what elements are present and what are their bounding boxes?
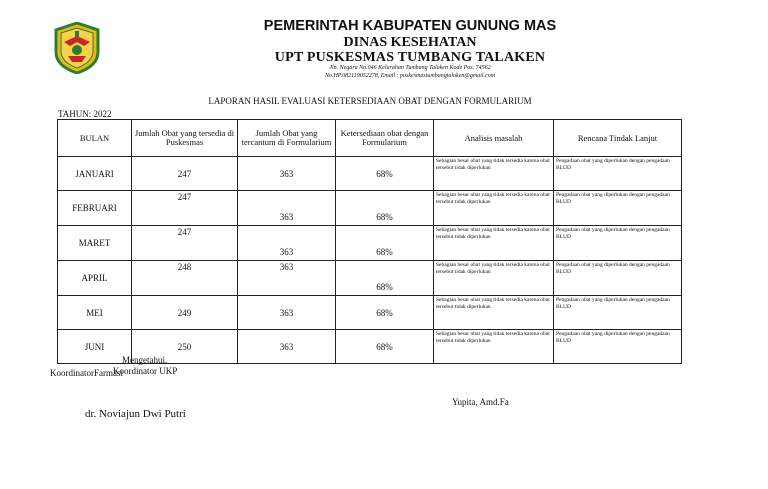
evaluation-table <box>57 119 682 364</box>
cell-bulan: JUNI <box>58 330 132 364</box>
cell-tersedia: 248 <box>132 261 238 296</box>
header-department: DINAS KESEHATAN <box>343 35 477 50</box>
year-label: TAHUN: 2022 <box>58 109 112 119</box>
cell-formularium: 363 <box>238 330 336 364</box>
cell-tersedia: 247 <box>132 226 238 261</box>
cell-bulan: APRIL <box>58 261 132 296</box>
cell-rencana: Pengadaan obat yang diperlukan dengan pengadaan BLUD <box>554 261 682 296</box>
cell-persen: 68% <box>336 330 434 364</box>
koordinator-ukp-label: Koordinator UKP <box>113 366 178 376</box>
cell-bulan: MEI <box>58 296 132 330</box>
cell-rencana: Pengadaan obat yang diperlukan dengan pengadaan BLUD <box>554 296 682 330</box>
cell-formularium: 363 <box>238 191 336 226</box>
cell-analisis: Sebagian besar obat yang tidak tersedia karena obat tersebut tidak diperlukan <box>434 261 554 296</box>
table-row <box>58 261 682 296</box>
cell-tersedia: 250 <box>132 330 238 364</box>
mengetahui-label: Mengetahui, <box>122 355 168 365</box>
table-row <box>58 226 682 261</box>
cell-tersedia: 247 <box>132 157 238 191</box>
table-header-row <box>58 120 682 157</box>
header-contact: No.HP.082119052278, Email : puskesmastumbangtalaken@gmail.com <box>324 73 496 79</box>
cell-persen: 68% <box>336 296 434 330</box>
cell-analisis: Sebagian besar obat yang tidak tersedia karena obat tersebut tidak diperlukan <box>434 157 554 191</box>
cell-formularium: 363 <box>238 226 336 261</box>
cell-formularium: 363 <box>238 261 336 296</box>
cell-bulan: FEBRUARI <box>58 191 132 226</box>
cell-persen: 68% <box>336 226 434 261</box>
cell-bulan: JANUARI <box>58 157 132 191</box>
table-row <box>58 191 682 226</box>
header-analisis: Analisis masalah <box>434 120 554 157</box>
report-title: LAPORAN HASIL EVALUASI KETERSEDIAAN OBAT DENGAN FORMULARIUM <box>208 96 532 106</box>
cell-persen: 68% <box>336 191 434 226</box>
cell-tersedia: 249 <box>132 296 238 330</box>
cell-rencana: Pengadaan obat yang diperlukan dengan pengadaan BLUD <box>554 330 682 364</box>
cell-persen: 68% <box>336 261 434 296</box>
cell-rencana: Pengadaan obat yang diperlukan dengan pengadaan BLUD <box>554 191 682 226</box>
header-bulan: BULAN <box>58 120 132 157</box>
header-government: PEMERINTAH KABUPATEN GUNUNG MAS <box>263 18 557 34</box>
cell-bulan: MARET <box>58 226 132 261</box>
table-row <box>58 157 682 191</box>
cell-analisis: Sebagian besar obat yang tidak tersedia karena obat tersebut tidak diperlukan <box>434 226 554 261</box>
cell-analisis: Sebagian besar obat yang tidak tersedia karena obat tersebut tidak diperlukan <box>434 191 554 226</box>
cell-analisis: Sebagian besar obat yang tidak tersedia karena obat tersebut tidak diperlukan <box>434 296 554 330</box>
header-address: Jln. Negara No.046 Kelurahan Tumbang Talaken Kode Pos. 74562 <box>329 65 491 71</box>
signatory-right-name: Yupita, Amd.Fa <box>452 397 509 407</box>
cell-formularium: 363 <box>238 296 336 330</box>
cell-rencana: Pengadaan obat yang diperlukan dengan pengadaan BLUD <box>554 157 682 191</box>
header-puskesmas: UPT PUSKESMAS TUMBANG TALAKEN <box>274 50 546 65</box>
header-formularium: Jumlah Obat yang tercantum di Formularium <box>238 120 336 157</box>
signatory-left-name: dr. Noviajun Dwi Putri <box>85 408 186 420</box>
cell-formularium: 363 <box>238 157 336 191</box>
cell-analisis: Sebagian besar obat yang tidak tersedia karena obat tersebut tidak diperlukan <box>434 330 554 364</box>
header-ketersediaan: Ketersediaan obat dengan Formularium <box>336 120 434 157</box>
table-row <box>58 296 682 330</box>
header-tersedia: Jumlah Obat yang tersedia di Puskesmas <box>132 120 238 157</box>
regency-emblem-icon <box>54 22 100 74</box>
koordinator-farmasi-label: KoordinatorFarmasi <box>50 368 123 378</box>
cell-persen: 68% <box>336 157 434 191</box>
cell-rencana: Pengadaan obat yang diperlukan dengan pengadaan BLUD <box>554 226 682 261</box>
cell-tersedia: 247 <box>132 191 238 226</box>
header-rencana: Rencana Tindak Lanjut <box>554 120 682 157</box>
